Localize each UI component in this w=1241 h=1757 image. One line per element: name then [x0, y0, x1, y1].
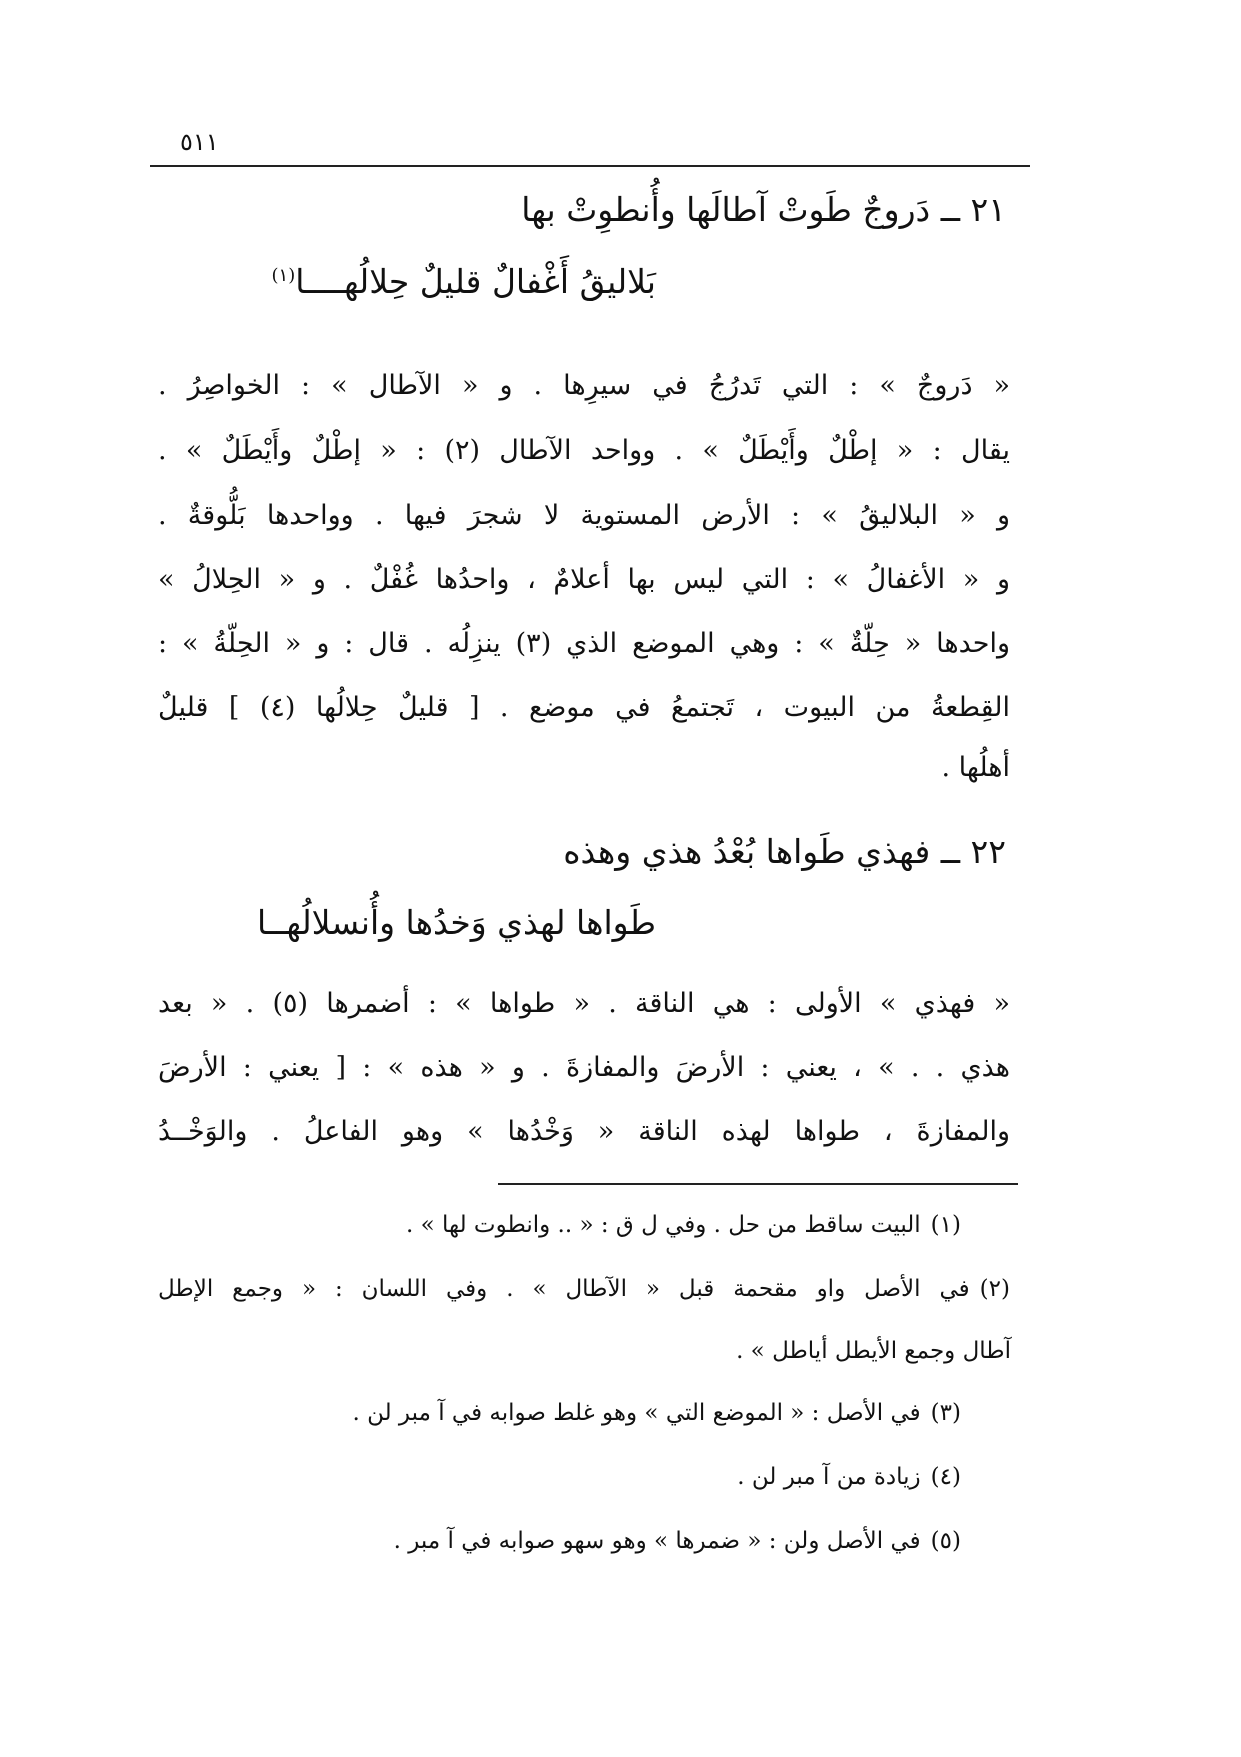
page-number: ٥١١	[180, 128, 219, 156]
commentary-line: و « البلاليقُ » : الأرض المستوية لا شجرَ فيها . وواحدها بَلُّوقةٌ .	[158, 500, 1010, 531]
commentary-line: هذي . . » ، يعني : الأرضَ والمفازةَ . و « هذه » : [ يعني : الأرضَ	[158, 1052, 1010, 1083]
commentary-line: « دَروجٌ » : التي تَدرُجُ في سيرِها . و « الآطال » : الخواصِرُ .	[158, 370, 1010, 401]
footnote-text: في الأصل : « الموضع التي » وهو غلط صوابه في آ مبر لن .	[352, 1400, 921, 1426]
footnote-4	[737, 1464, 961, 1490]
footnote-marker: (١)	[271, 265, 296, 286]
footnote-marker: (٤)	[930, 1464, 961, 1490]
footnote-marker: (٥)	[930, 1528, 961, 1554]
footnote-text: في الأصل واو مقحمة قبل « الآطال » . وفي اللسان : « وجمع الإطل	[158, 1276, 970, 1302]
footnote-marker: (٢)	[979, 1276, 1010, 1302]
footnote-marker: (١)	[930, 1212, 961, 1238]
commentary-line: واحدها « حِلّةٌ » : وهي الموضع الذي (٣) ينزِلُه . قال : و « الحِلّةُ » :	[158, 628, 1011, 659]
commentary-line: والمفازةَ ، طواها لهذه الناقة « وَخْدُها » وهو الفاعلُ . والوَخْــدُ	[158, 1116, 1010, 1147]
footnote-5	[394, 1528, 961, 1554]
verse-text: بَلاليقُ أَغْفالٌ قليلٌ حِلالُهــــا	[295, 262, 656, 301]
verse-number: ٢١ ــ	[940, 190, 1006, 229]
footnote-1	[406, 1212, 961, 1238]
footnote-text: زيادة من آ مبر لن .	[737, 1464, 921, 1490]
footnote-rule	[498, 1183, 1018, 1185]
footnote-2-continued	[736, 1338, 1011, 1364]
verse-text: طَواها لهذي وَخدُها وأُنسلالُهــا	[256, 903, 656, 942]
verse-21-line-1	[521, 190, 1006, 229]
verse-22-line-1	[563, 832, 1006, 871]
commentary-line: أهلُها .	[941, 752, 1010, 783]
footnote-2	[158, 1276, 1010, 1302]
verse-21-line-2	[272, 262, 657, 301]
commentary-line: يقال : « إطْلٌ وأَيْطَلٌ » . وواحد الآطال (٢) : « إطْلٌ وأَيْطَلٌ » .	[158, 435, 1010, 466]
commentary-line: « فهذي » الأولى : هي الناقة . « طواها » : أضمرها (٥) . « بعد	[158, 988, 1010, 1019]
commentary-line: و « الأغفالُ » : التي ليس بها أعلامٌ ، واحدُها غُفْلٌ . و « الحِلالُ »	[158, 564, 1010, 595]
footnote-3	[352, 1400, 961, 1426]
verse-text: فهذي طَواها بُعْدُ هذي وهذه	[563, 832, 931, 871]
footnote-text: في الأصل ولن : « ضمرها » وهو سهو صوابه في آ مبر .	[393, 1528, 921, 1554]
verse-22-line-2	[257, 903, 656, 942]
commentary-line: القِطعةُ من البيوت ، تَجتمعُ في موضع . [ قليلٌ حِلالُها (٤) ] قليلٌ	[158, 692, 1010, 723]
footnote-marker: (٣)	[930, 1400, 961, 1426]
footnote-text: آطال وجمع الأيطل أياطل » .	[736, 1338, 1011, 1364]
footnote-text: البيت ساقط من حل . وفي ل ق : « .. وانطوت لها » .	[406, 1212, 921, 1238]
verse-number: ٢٢ ــ	[940, 832, 1006, 871]
verse-text: دَروجٌ طَوتْ آطالَها وأُنطوِتْ بها	[521, 190, 931, 229]
header-rule	[150, 165, 1030, 167]
